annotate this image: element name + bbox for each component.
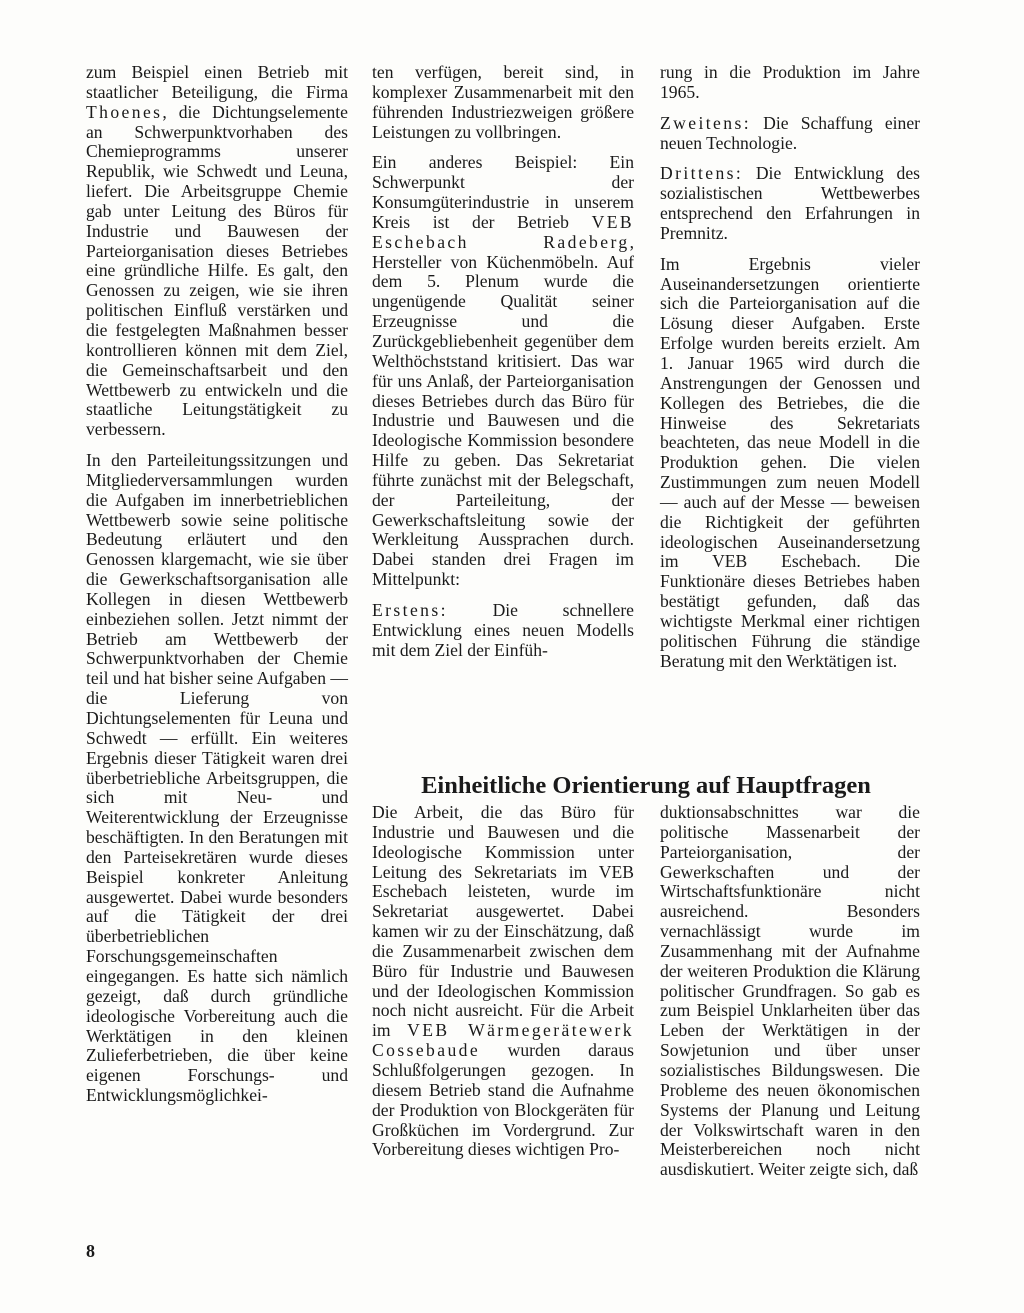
text-run: Ein anderes Beispiel: Ein Schwerpunkt der Konsumgüterindustrie in unserem Kreis ist der Betrieb — [372, 152, 634, 232]
text-column-3 — [660, 63, 920, 671]
text-run: zum Beispiel einen Betrieb mit staatlicher Beteiligung, die Firma — [86, 62, 348, 102]
text-column-2 — [372, 63, 634, 660]
text-column-1 — [86, 63, 348, 1106]
spaced-enumeration: Erstens: — [372, 599, 448, 620]
text-run: Die Schaffung einer neuen Technologie. — [660, 112, 920, 153]
text-run: , Hersteller von Küchenmöbeln. Auf dem 5. Plenum wurde die ungenügende Qualität seiner Erzeugnisse und die Zurückgebliebenheit gegenüber dem Welthöchststand kritisiert. Das war für uns Anlaß, der Parteiorganisation dieses Betriebes durch das Büro für Industrie und Bauwesen und die Ideologische Kommission besondere Hilfe zu geben. Das Sekretariat führte zunächst mit der Belegschaft, der Parteileitung, der Gewerkschaftsleitung sowie der Werkleitung Aussprachen durch. Dabei standen drei Fragen im Mittelpunkt: — [372, 231, 634, 590]
text-column-4 — [372, 803, 634, 1160]
paragraph — [660, 114, 920, 154]
page-number: 8 — [86, 1241, 95, 1261]
paragraph: duktionsabschnittes war die politische Massenarbeit der Parteiorganisation, der Gewerkschaften und der Wirtschaftsfunktionäre nicht ausreichend. Besonders vernachlässigt wurde im Zusammenhang mit der Aufnahme der weiteren Produktion die Klärung politischer Grundfragen. So gab es zum Beispiel Unklarheiten über das Leben der Werktätigen in der Sowjetunion und über unser sozialistisches Bildungswesen. Die Probleme des neuen ökonomischen Systems der Planung und Leitung der Volkswirtschaft waren in den Meisterbereichen noch nicht ausdiskutiert. Weiter zeigte sich, daß — [660, 802, 920, 1180]
text-column-5 — [660, 803, 920, 1180]
paragraph: In den Parteileitungssitzungen und Mitgliederversammlungen wurden die Aufgaben im innerbetrieblichen Wettbewerb sowie seine politische Bedeutung erläutert und den Genossen klargemacht, wie sie über die Gewerkschaftsorganisation alle Kollegen in diesen Wettbewerb einbeziehen sollen. Jetzt nimmt der Betrieb am Wettbewerb der Schwerpunktvorhaben der Chemie teil und hat bisher seine Aufgaben — die Lieferung von Dichtungselementen für Leuna und Schwedt — erfüllt. Ein weiteres Ergebnis dieser Tätigkeit waren drei überbetriebliche Arbeitsgruppen, die sich mit Neu- und Weiterentwicklung der Erzeugnisse beschäftigten. In den Beratungen mit den Parteisekretären wurde dieses Beispiel konkreter Anleitung ausgewertet. Dabei wurde besonders auf die Tätigkeit der drei überbetrieblichen Forschungsgemeinschaften eingegangen. Es hatte sich nämlich gezeigt, daß durch gründliche ideologische Vorbereitung auch die Werktätigen in den kleinen Zulieferbetrieben, die über keine eigenen Forschungs- und Entwicklungsmöglichkei- — [86, 450, 348, 1106]
paragraph — [372, 153, 634, 590]
spaced-company-name: VEB Wärmegerätewerk Cossebaude — [372, 1020, 634, 1061]
paragraph — [372, 601, 634, 661]
paragraph — [660, 164, 920, 243]
spaced-enumeration: Drittens: — [660, 163, 744, 184]
paragraph — [372, 803, 634, 1160]
spaced-enumeration: Zweitens: — [660, 112, 751, 133]
spaced-company-name: VEB Eschebach Radeberg — [372, 211, 634, 252]
text-run: Die Arbeit, die das Büro für Industrie und Bauwesen und die Ideologische Kommission unter Leitung des Sekretariats im VEB Eschebach leisteten, wurde im Sekretariat ausgewertet. Dabei kamen wir zu der Einschätzung, daß die Zusammenarbeit zwischen dem Büro für Industrie und Bauwesen und der Ideologischen Kommission noch nicht ausreicht. Für die Arbeit im — [372, 802, 634, 1041]
paragraph: rung in die Produktion im Jahre 1965. — [660, 62, 920, 102]
paragraph: Im Ergebnis vieler Auseinandersetzungen orientierte sich die Parteiorganisation auf die Lösung dieser Aufgaben. Erste Erfolge wurden bereits erzielt. Am 1. Januar 1965 wird durch die Anstrengungen der Genossen und Kollegen des Betriebes, die die Hinweise des Sekretariats beachteten, das neue Modell in die Produktion gehen. Die vielen Zustimmungen zum neuen Modell — auch auf der Messe — beweisen die Richtigkeit der geführten ideologischen Auseinandersetzung im VEB Eschebach. Die Funktionäre dieses Betriebes haben bestätigt gefunden, daß das wichtigste Merkmal einer richtigen politischen Führung die ständige Beratung mit den Werktätigen ist. — [660, 253, 920, 671]
spaced-company-name: Thoenes — [86, 101, 163, 122]
text-run: Die schnellere Entwicklung eines neuen Modells mit dem Ziel der Einfüh- — [372, 599, 634, 660]
text-run: wurden daraus Schlußfolgerungen gezogen. In diesem Betrieb stand die Aufnahme der Produktion von Blockgeräten für Großküchen im Vordergrund. Zur Vorbereitung dieses wichtigen Pro- — [372, 1040, 634, 1160]
text-run: Die Entwicklung des sozialistischen Wettbewerbes entsprechend den Erfahrungen in Premnitz. — [660, 163, 920, 243]
paragraph: ten verfügen, bereit sind, in komplexer Zusammenarbeit mit den führenden Industriezweigen größere Leistungen zu vollbringen. — [372, 62, 634, 142]
section-heading: Einheitliche Orientierung auf Hauptfragen — [421, 772, 871, 800]
paragraph — [86, 63, 348, 440]
text-run: , die Dichtungselemente an Schwerpunktvorhaben des Chemieprogramms unserer Republik, wie Schwedt und Leuna, liefert. Die Arbeitsgruppe Chemie gab unter Leitung des Büros für Industrie und Bauwesen der Parteiorganisation dieses Betriebes eine gründliche Hilfe. Es galt, den Genossen zu zeigen, wie sie ihren politischen Einfluß verstärken und die festgelegten Maßnahmen besser kontrollieren können mit dem Ziel, die Gemeinschaftsarbeit und den Wettbewerb zu entwickeln und die staatliche Leitungstätigkeit zu verbessern. — [86, 101, 348, 440]
